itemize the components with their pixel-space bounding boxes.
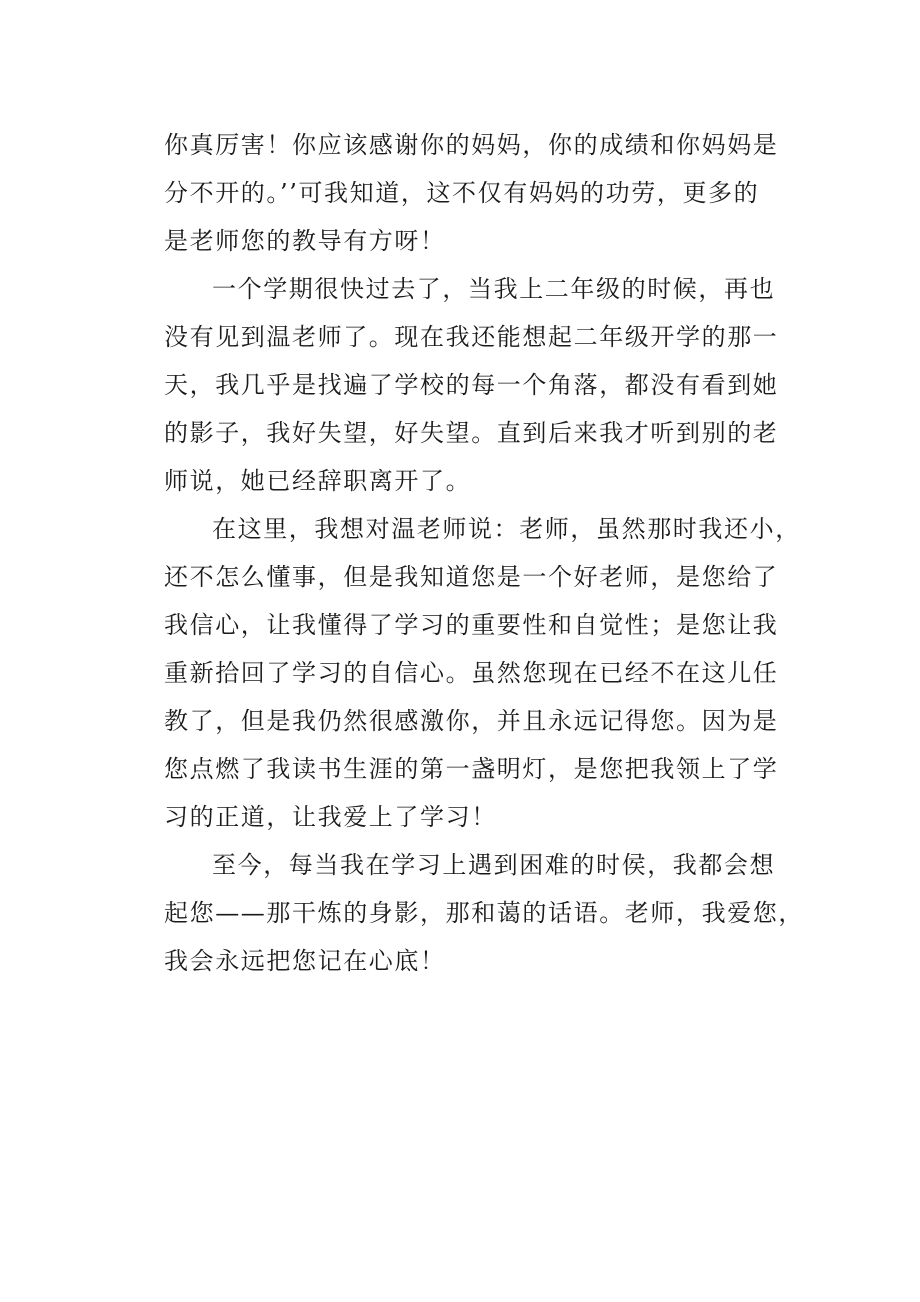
text-line: 重新拾回了学习的自信心。虽然您现在已经不在这儿任 <box>164 659 779 687</box>
text-line: 天，我几乎是找遍了学校的每一个角落，都没有看到她 <box>164 371 779 399</box>
text-line: 分不开的。’’可我知道，这不仅有妈妈的功劳，更多的 <box>164 179 760 207</box>
text-line: 在这里，我想对温老师说：老师，虽然那时我还小， <box>212 515 801 543</box>
text-line: 你真厉害！你应该感谢你的妈妈，你的成绩和你妈妈是 <box>164 131 779 159</box>
text-line: 师说，她已经辞职离开了。 <box>164 467 472 495</box>
text-line: 还不怎么懂事，但是我知道您是一个好老师，是您给了 <box>164 563 779 591</box>
text-line: 我信心，让我懂得了学习的重要性和自觉性；是您让我 <box>164 611 779 639</box>
text-line: 起您——那干炼的身影，那和蔼的话语。老师，我爱您， <box>164 899 804 927</box>
text-line: 习的正道，让我爱上了学习！ <box>164 803 497 831</box>
text-line: 是老师您的教导有方呀！ <box>164 227 446 255</box>
text-line: 的影子，我好失望，好失望。直到后来我才听到别的老 <box>164 419 779 447</box>
text-line: 一个学期很快过去了，当我上二年级的时候，再也 <box>212 275 776 303</box>
text-line: 您点燃了我读书生涯的第一盏明灯，是您把我领上了学 <box>164 755 779 783</box>
text-line: 我会永远把您记在心底！ <box>164 947 446 975</box>
body-text <box>164 121 804 985</box>
text-line: 教了，但是我仍然很感激你，并且永远记得您。因为是 <box>164 707 779 735</box>
text-line: 没有见到温老师了。现在我还能想起二年级开学的那一 <box>164 323 779 351</box>
text-line: 至今，每当我在学习上遇到困难的时侯，我都会想 <box>212 851 776 879</box>
